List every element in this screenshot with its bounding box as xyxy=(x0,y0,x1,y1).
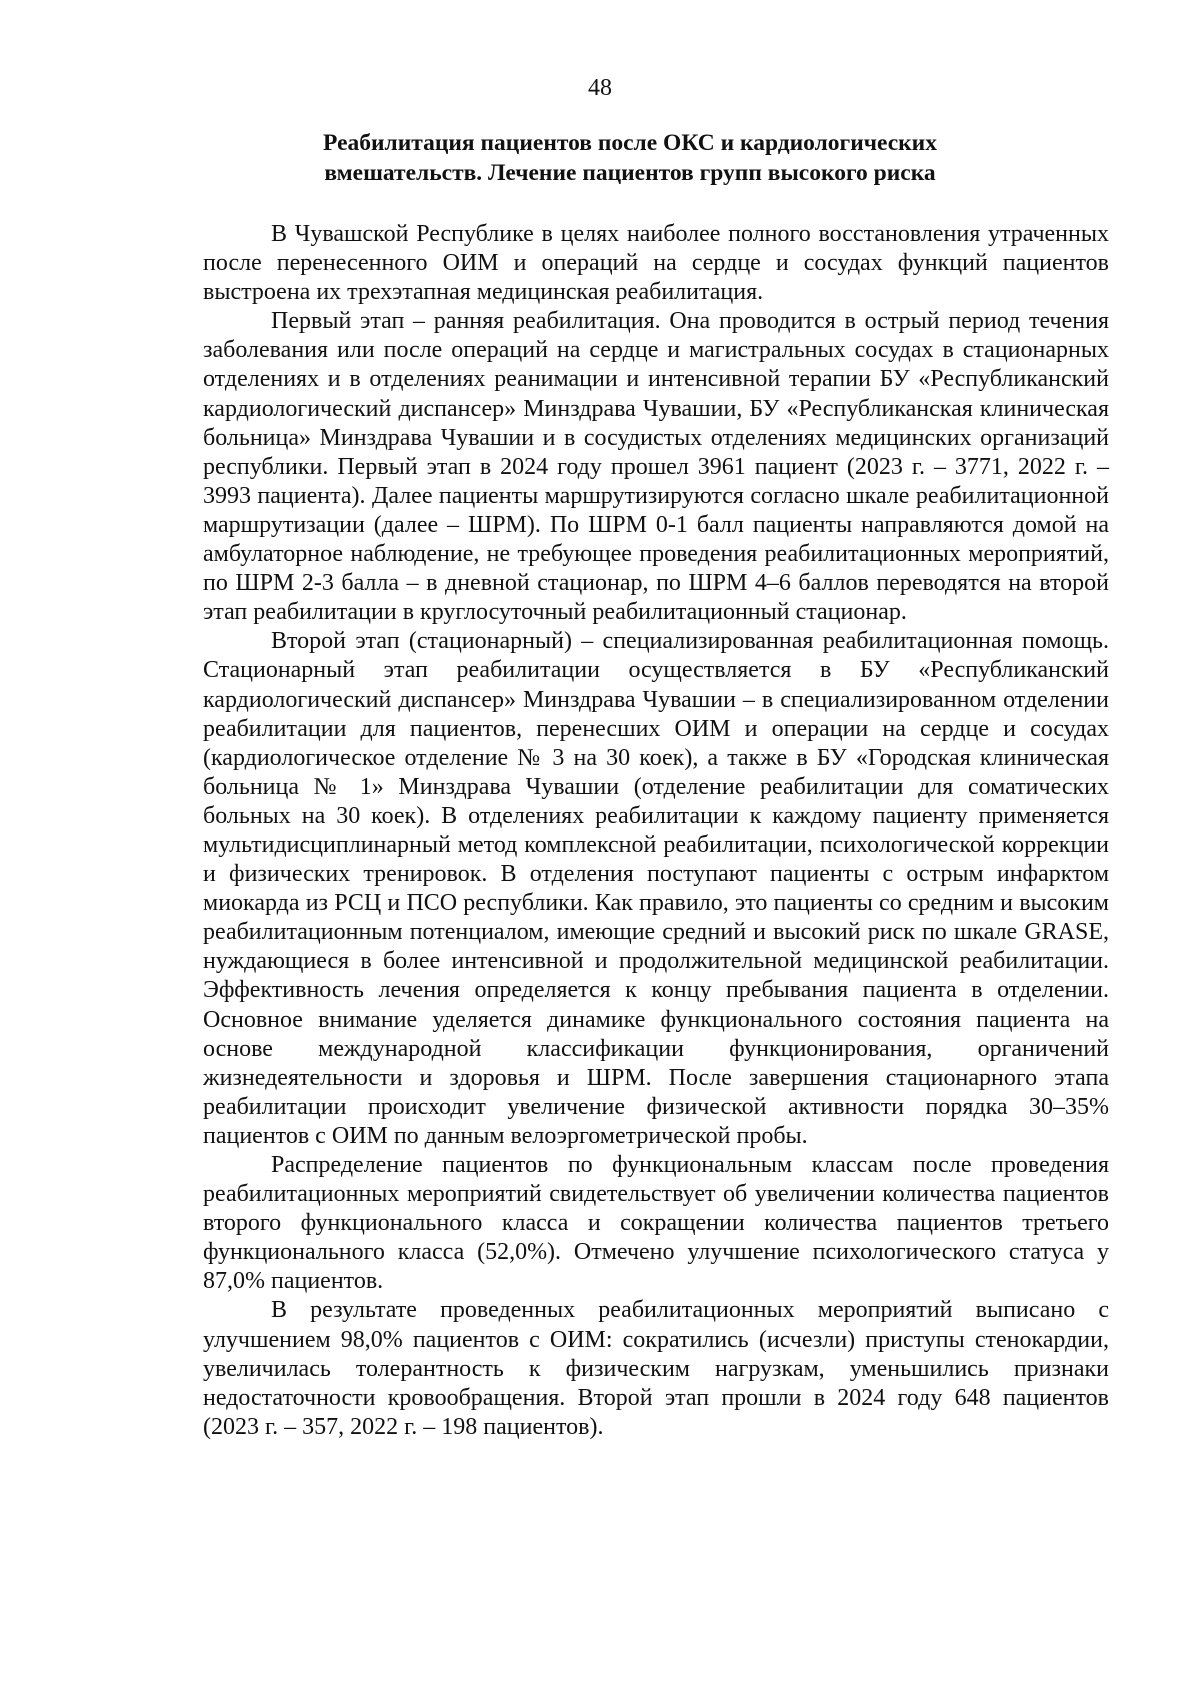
paragraph-first-stage: Первый этап – ранняя реабилитация. Она проводится в острый период течения заболевания или после операций на сердце и магистральных сосудах в стационарных отделениях и в отделениях реанимации и интенсивной терапии БУ «Республиканский кардиологический диспансер» Минздрава Чувашии, БУ «Республиканская клиническая больница» Минздрава Чувашии и в сосудистых отделениях медицинских организаций республики. Первый этап в 2024 году прошел 3961 пациент (2023 г. – 3771, 2022 г. – 3993 пациента). Далее пациенты маршрутизируются согласно шкале реабилитационной маршрутизации (далее – ШРМ). По ШРМ 0-1 балл пациенты направляются домой на амбулаторное наблюдение, не требующее проведения реабилитационных мероприятий, по ШРМ 2-3 балла – в дневной стационар, по ШРМ 4–6 баллов переводятся на второй этап реабилитации в круглосуточный реабилитационный стационар. xyxy=(203,308,1109,626)
section-title xyxy=(230,128,1030,188)
paragraph-second-stage: Второй этап (стационарный) – специализированная реабилитационная помощь. Стационарный этап реабилитации осуществляется в БУ «Республиканский кардиологический диспансер» Минздрава Чувашии – в специализированном отделении реабилитации для пациентов, перенесших ОИМ и операции на сердце и сосудах (кардиологическое отделение № 3 на 30 коек), а также в БУ «Городская клиническая больница № 1» Минздрава Чувашии (отделение реабилитации для соматических больных на 30 коек). В отделениях реабилитации к каждому пациенту применяется мультидисциплинарный метод комплексной реабилитации, психологической коррекции и физических тренировок. В отделения поступают пациенты с острым инфарктом миокарда из РСЦ и ПСО республики. Как правило, это пациенты со средним и высоким реабилитационным потенциалом, имеющие средний и высокий риск по шкале GRASE, нуждающиеся в более интенсивной и продолжительной медицинской реабилитации. Эффективность лечения определяется к концу пребывания пациента в отделении. Основное внимание уделяется динамике функционального состояния пациента на основе международной классификации функционирования, органичений жизнедеятельности и здоровья и ШРМ. После завершения стационарного этапа реабилитации происходит увеличение физической активности порядка 30–35% пациентов с ОИМ по данным велоэргометрической пробы. xyxy=(203,628,1109,1149)
section-title-line-2: вмешательств. Лечение пациентов групп высокого риска xyxy=(324,160,936,186)
paragraph-functional-classes: Распределение пациентов по функциональным классам после проведения реабилитационных мероприятий свидетельствует об увеличении количества пациентов второго функционального класса и сокращении количества пациентов третьего функционального класса (52,0%). Отмечено улучшение психологического статуса у 87,0% пациентов. xyxy=(203,1152,1109,1295)
page-number: 48 xyxy=(588,75,612,101)
section-title-line-1: Реабилитация пациентов после ОКС и кардиологических xyxy=(323,130,937,156)
body-text xyxy=(203,220,1109,1442)
paragraph-intro: В Чувашской Республике в целях наиболее полного восстановления утраченных после перенесенного ОИМ и операций на сердце и сосудах функций пациентов выстроена их трехэтапная медицинская реабилитация. xyxy=(203,221,1109,306)
paragraph-results: В результате проведенных реабилитационных мероприятий выписано с улучшением 98,0% пациентов с ОИМ: сократились (исчезли) приступы стенокардии, увеличилась толерантность к физическим нагрузкам, уменьшились признаки недостаточности кровообращения. Второй этап прошли в 2024 году 648 пациентов (2023 г. – 357, 2022 г. – 198 пациентов). xyxy=(203,1297,1109,1440)
